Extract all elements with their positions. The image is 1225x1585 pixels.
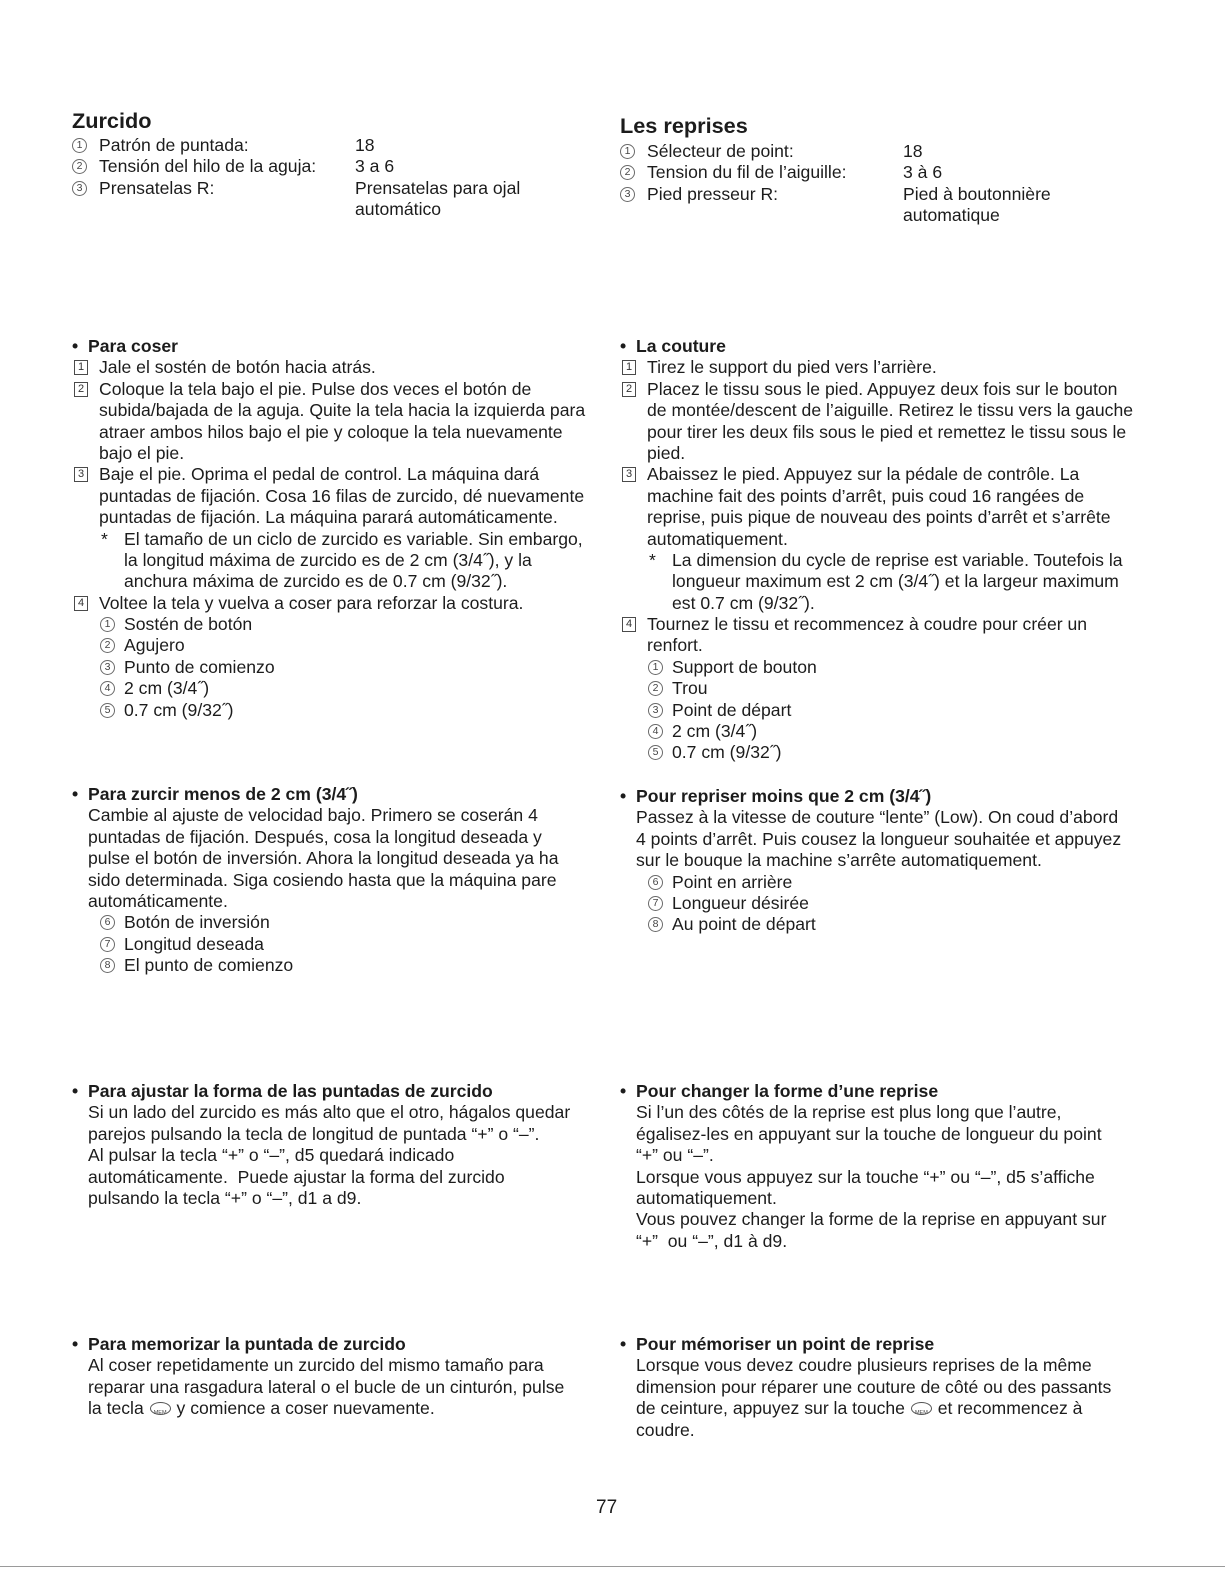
reference-item [72, 955, 632, 976]
reference-label: Point en arrière [672, 871, 793, 892]
circled-number: 4 [100, 681, 115, 696]
body-text: Cambie al ajuste de velocidad bajo. Primero se coserán 4 [88, 805, 538, 826]
reference-item [72, 678, 632, 699]
setting-value: 18 [355, 135, 375, 155]
setting-label: Sélecteur de point: [647, 141, 794, 161]
circled-number: 7 [648, 896, 663, 911]
section-heading-text: Pour repriser moins que 2 cm (3/4˝) [636, 786, 932, 806]
body-line [72, 1145, 632, 1166]
note-text: La dimension du cycle de reprise est variable. Toutefois la [672, 549, 1123, 570]
reference-item [72, 635, 632, 656]
bullet: • [72, 1334, 79, 1354]
settings-row [620, 184, 1180, 205]
step-text: renfort. [647, 635, 703, 656]
reference-label: Agujero [124, 635, 185, 656]
bullet: • [72, 1081, 79, 1101]
body-line [620, 1124, 1180, 1145]
body-text [636, 1398, 1082, 1419]
step-line [620, 529, 1180, 550]
step-line [72, 486, 632, 507]
step-text: reprise, puis pique de nouveau des points d’arrêt et s’arrête [647, 507, 1111, 528]
reference-item [72, 614, 632, 635]
reference-item [72, 700, 632, 721]
settings-row [72, 199, 632, 220]
section-heading-text: Para zurcir menos de 2 cm (3/4˝) [88, 784, 358, 804]
step-text: pied. [647, 442, 686, 463]
reference-item [620, 678, 1180, 699]
reference-item [72, 934, 632, 955]
setting-label: Pied presseur R: [647, 183, 779, 204]
note-text: longueur maximum est 2 cm (3/4˝) et la largeur maximum [672, 571, 1119, 592]
step-line [72, 464, 632, 485]
step-text: Jale el sostén de botón hacia atrás. [99, 357, 376, 378]
body-text: 4 points d’arrêt. Puis cousez la longueur souhaitée et appuyez [636, 828, 1122, 849]
step-line [620, 464, 1180, 485]
body-text: “+” ou “–”. [636, 1145, 714, 1166]
section-memorize [72, 1334, 632, 1420]
step-text: subida/bajada de la aguja. Quite la tela hacia la izquierda para [99, 400, 586, 421]
body-text: Vous pouvez changer la forme de la reprise en appuyant sur [636, 1209, 1107, 1230]
setting-value: Prensatelas para ojal [355, 177, 521, 198]
reference-label: Trou [672, 678, 708, 699]
section-heading-text: Pour mémoriser un point de reprise [636, 1334, 935, 1354]
step-text: atraer ambos hilos bajo el pie y coloque la tela nuevamente [99, 421, 563, 442]
note-text: est 0.7 cm (9/32˝). [672, 592, 815, 613]
bullet: • [620, 1334, 627, 1354]
section-heading [72, 1081, 632, 1102]
body-line [72, 891, 632, 912]
step-number-box: 3 [74, 467, 88, 482]
body-line [72, 827, 632, 848]
body-text-part: et recommencez à [932, 1398, 1083, 1419]
body-line [72, 1167, 632, 1188]
section-heading [620, 1081, 1180, 1102]
reference-item [620, 700, 1180, 721]
circled-number: 2 [620, 165, 635, 180]
circled-number: 2 [100, 638, 115, 653]
section-heading-text: Para coser [88, 336, 178, 356]
circled-number: 3 [100, 660, 115, 675]
setting-label: Prensatelas R: [99, 177, 215, 198]
step-line [620, 422, 1180, 443]
step-text: Baje el pie. Oprima el pedal de control. La máquina dará [99, 464, 540, 485]
body-text: Si un lado del zurcido es más alto que el otro, hágalos quedar [88, 1102, 571, 1123]
section-heading-text: Pour changer la forme d’une reprise [636, 1081, 939, 1101]
section-adjust-shape [620, 1081, 1180, 1252]
section-title: Les reprises [620, 113, 748, 138]
section-heading-text: Para ajustar la forma de las puntadas de zurcido [88, 1081, 493, 1101]
bullet: • [72, 336, 79, 356]
note-line [620, 593, 1180, 614]
step-text: puntadas de fijación. La máquina parará automáticamente. [99, 507, 558, 528]
mem-key-label: MEM [153, 1410, 167, 1417]
section-sewing [72, 336, 632, 721]
note-text: El tamaño de un ciclo de zurcido es variable. Sin embargo, [124, 528, 583, 549]
body-text: Si l’un des côtés de la reprise est plus long que l’autre, [636, 1102, 1062, 1123]
reference-label: 2 cm (3/4˝) [672, 721, 758, 742]
step-line [72, 443, 632, 464]
step-text: de montée/descent de l’aiguille. Retirez le tissu vers la gauche [647, 400, 1134, 421]
step-text: Tournez le tissu et recommencez à coudre pour créer un [647, 614, 1088, 635]
body-text: Lorsque vous appuyez sur la touche “+” ou “–”, d5 s’affiche [636, 1166, 1095, 1187]
settings-row [72, 178, 632, 199]
body-text: Lorsque vous devez coudre plusieurs reprises de la même [636, 1355, 1092, 1376]
mem-key-icon [911, 1402, 932, 1415]
setting-label: Patrón de puntada: [99, 135, 249, 155]
circled-number: 7 [100, 937, 115, 952]
section-adjust-shape [72, 1081, 632, 1209]
reference-label: Au point de départ [672, 914, 816, 935]
section-memorize [620, 1334, 1180, 1441]
step-text: Coloque la tela bajo el pie. Pulse dos veces el botón de [99, 378, 532, 399]
circled-number: 5 [100, 703, 115, 718]
body-line [620, 1398, 1180, 1419]
step-number-box: 1 [74, 360, 88, 375]
body-line [620, 1209, 1180, 1230]
settings-list [620, 141, 1180, 227]
body-line [620, 807, 1180, 828]
settings-row [620, 205, 1180, 226]
reference-label: 0.7 cm (9/32˝) [124, 699, 234, 720]
bullet: • [620, 786, 627, 806]
reference-label: Sostén de botón [124, 614, 253, 635]
step-line [620, 357, 1180, 378]
body-text-part: y comience a coser nuevamente. [171, 1398, 435, 1419]
body-line [620, 1145, 1180, 1166]
note-line [72, 571, 632, 592]
body-line [72, 870, 632, 891]
body-line [620, 850, 1180, 871]
setting-value: 3 a 6 [355, 156, 395, 177]
mem-key-icon [150, 1402, 171, 1415]
step-line [620, 379, 1180, 400]
reference-label: Longueur désirée [672, 892, 809, 913]
page-number: 77 [596, 1497, 618, 1518]
circled-number: 5 [648, 745, 663, 760]
step-line [72, 507, 632, 528]
settings-row [72, 135, 632, 156]
step-text: Voltee la tela y vuelva a coser para reforzar la costura. [99, 592, 524, 613]
circled-number: 8 [100, 958, 115, 973]
reference-item [620, 914, 1180, 935]
reference-item [620, 657, 1180, 678]
step-text: Tirez le support du pied vers l’arrière. [647, 357, 937, 378]
french-column [620, 0, 1180, 1585]
circled-number: 3 [620, 187, 635, 202]
section-title: Zurcido [72, 108, 152, 133]
body-text: égalisez-les en appuyant sur la touche de longueur du point [636, 1123, 1102, 1144]
circled-number: 3 [72, 181, 87, 196]
reference-label: Punto de comienzo [124, 656, 275, 677]
body-text: coudre. [636, 1419, 695, 1440]
body-line [72, 1124, 632, 1145]
body-text: parejos pulsando la tecla de longitud de puntada “+” o “–”. [88, 1123, 540, 1144]
circled-number: 2 [72, 159, 87, 174]
note-asterisk: * [649, 549, 656, 570]
note-line [72, 550, 632, 571]
body-line [620, 1102, 1180, 1123]
step-line [72, 400, 632, 421]
note-line [620, 550, 1180, 571]
step-line [620, 614, 1180, 635]
bullet: • [72, 784, 79, 804]
reference-label: Longitud deseada [124, 933, 264, 954]
note-text: anchura máxima de zurcido es de 0.7 cm (9/32˝). [124, 571, 508, 592]
step-number-box: 1 [622, 360, 636, 375]
body-line [620, 1355, 1180, 1376]
step-number-box: 4 [622, 617, 636, 632]
step-line [620, 635, 1180, 656]
body-text: puntadas de fijación. Después, cosa la longitud deseada y [88, 826, 542, 847]
section-short-darning [620, 786, 1180, 936]
note-line [620, 571, 1180, 592]
step-text: pour tirer les deux fils sous le pied et remettez le tissu sous le [647, 421, 1127, 442]
step-line [620, 486, 1180, 507]
body-text: pulsando la tecla “+” o “–”, d1 a d9. [88, 1187, 362, 1208]
step-text: bajo el pie. [99, 442, 185, 463]
circled-number: 6 [100, 915, 115, 930]
step-text: Abaissez le pied. Appuyez sur la pédale de contrôle. La [647, 464, 1080, 485]
section-sewing [620, 336, 1180, 764]
body-text: reparar una rasgadura lateral o el bucle de un cinturón, pulse [88, 1376, 565, 1397]
section-heading [620, 336, 1180, 357]
reference-item [72, 912, 632, 933]
body-text: dimension pour réparer une couture de côté ou des passants [636, 1376, 1112, 1397]
section-heading [72, 1334, 632, 1355]
body-text: Al coser repetidamente un zurcido del mismo tamaño para [88, 1355, 544, 1376]
body-text: Passez à la vitesse de couture “lente” (Low). On coud d’abord [636, 807, 1119, 828]
body-text: automáticamente. Puede ajustar la forma del zurcido [88, 1166, 505, 1187]
step-text: Placez le tissu sous le pied. Appuyez deux fois sur le bouton [647, 378, 1118, 399]
setting-value: automático [355, 199, 442, 220]
body-line [620, 1420, 1180, 1441]
circled-number: 4 [648, 724, 663, 739]
section-heading-text: La couture [636, 336, 726, 356]
reference-label: Support de bouton [672, 656, 817, 677]
mem-key-label: MEM [914, 1410, 928, 1417]
circled-number: 3 [648, 703, 663, 718]
reference-label: Point de départ [672, 699, 792, 720]
circled-number: 1 [648, 660, 663, 675]
body-text: Al pulsar la tecla “+” o “–”, d5 quedará indicado [88, 1145, 455, 1166]
circled-number: 2 [648, 681, 663, 696]
bullet: • [620, 1081, 627, 1101]
body-line [72, 805, 632, 826]
step-text: automatiquement. [647, 528, 788, 549]
body-line [72, 1102, 632, 1123]
note-line [72, 529, 632, 550]
setting-label: Tension du fil de l’aiguille: [647, 162, 847, 183]
reference-label: 2 cm (3/4˝) [124, 678, 210, 699]
body-text: “+” ou “–”, d1 à d9. [636, 1230, 788, 1251]
step-text: puntadas de fijación. Cosa 16 filas de zurcido, dé nuevamente [99, 485, 585, 506]
step-text: machine fait des points d’arrêt, puis coud 16 rangées de [647, 485, 1085, 506]
setting-value: 3 à 6 [903, 162, 943, 183]
settings-row [620, 162, 1180, 183]
body-line [72, 1188, 632, 1209]
body-text-part: la tecla [88, 1398, 149, 1419]
step-line [620, 443, 1180, 464]
body-text [88, 1398, 435, 1419]
note-text: la longitud máxima de zurcido es de 2 cm (3/4˝), y la [124, 549, 532, 570]
circled-number: 6 [648, 875, 663, 890]
reference-label: El punto de comienzo [124, 955, 294, 976]
body-line [620, 1167, 1180, 1188]
reference-item [620, 742, 1180, 763]
step-number-box: 2 [74, 382, 88, 397]
body-line [72, 1377, 632, 1398]
body-text: sur le bouque la machine s’arrête automatiquement. [636, 850, 1042, 871]
body-text: automáticamente. [88, 890, 228, 911]
body-text-part: de ceinture, appuyez sur la touche [636, 1398, 910, 1419]
step-line [72, 379, 632, 400]
body-line [620, 1188, 1180, 1209]
body-text: pulse el botón de inversión. Ahora la longitud deseada ya ha [88, 848, 559, 869]
reference-item [620, 721, 1180, 742]
setting-label: Tensión del hilo de la aguja: [99, 156, 317, 177]
step-line [72, 593, 632, 614]
reference-item [620, 893, 1180, 914]
section-heading [620, 1334, 1180, 1355]
body-line [72, 1355, 632, 1376]
section-heading [72, 336, 632, 357]
step-line [72, 422, 632, 443]
bullet: • [620, 336, 627, 356]
body-line [72, 848, 632, 869]
circled-number: 1 [620, 144, 635, 159]
section-short-darning [72, 784, 632, 977]
circled-number: 8 [648, 917, 663, 932]
step-number-box: 4 [74, 596, 88, 611]
settings-row [620, 141, 1180, 162]
step-line [72, 357, 632, 378]
reference-label: 0.7 cm (9/32˝) [672, 742, 782, 763]
reference-item [72, 657, 632, 678]
setting-value: 18 [903, 141, 923, 161]
bottom-divider [0, 1566, 1225, 1567]
step-line [620, 507, 1180, 528]
step-line [620, 400, 1180, 421]
body-line [620, 1231, 1180, 1252]
setting-value: Pied à boutonnière [903, 183, 1051, 204]
circled-number: 1 [100, 617, 115, 632]
settings-row [72, 156, 632, 177]
body-line [72, 1398, 632, 1419]
spanish-column [72, 0, 632, 1585]
reference-item [620, 872, 1180, 893]
note-asterisk: * [101, 528, 108, 549]
section-heading [620, 786, 1180, 807]
circled-number: 1 [72, 138, 87, 153]
body-text: automatiquement. [636, 1187, 777, 1208]
settings-list [72, 135, 632, 221]
step-number-box: 3 [622, 467, 636, 482]
body-line [620, 829, 1180, 850]
body-line [620, 1377, 1180, 1398]
section-heading [72, 784, 632, 805]
setting-value: automatique [903, 205, 1000, 226]
section-heading-text: Para memorizar la puntada de zurcido [88, 1334, 406, 1354]
reference-label: Botón de inversión [124, 912, 270, 933]
body-text: sido determinada. Siga cosiendo hasta que la máquina pare [88, 869, 557, 890]
step-number-box: 2 [622, 382, 636, 397]
